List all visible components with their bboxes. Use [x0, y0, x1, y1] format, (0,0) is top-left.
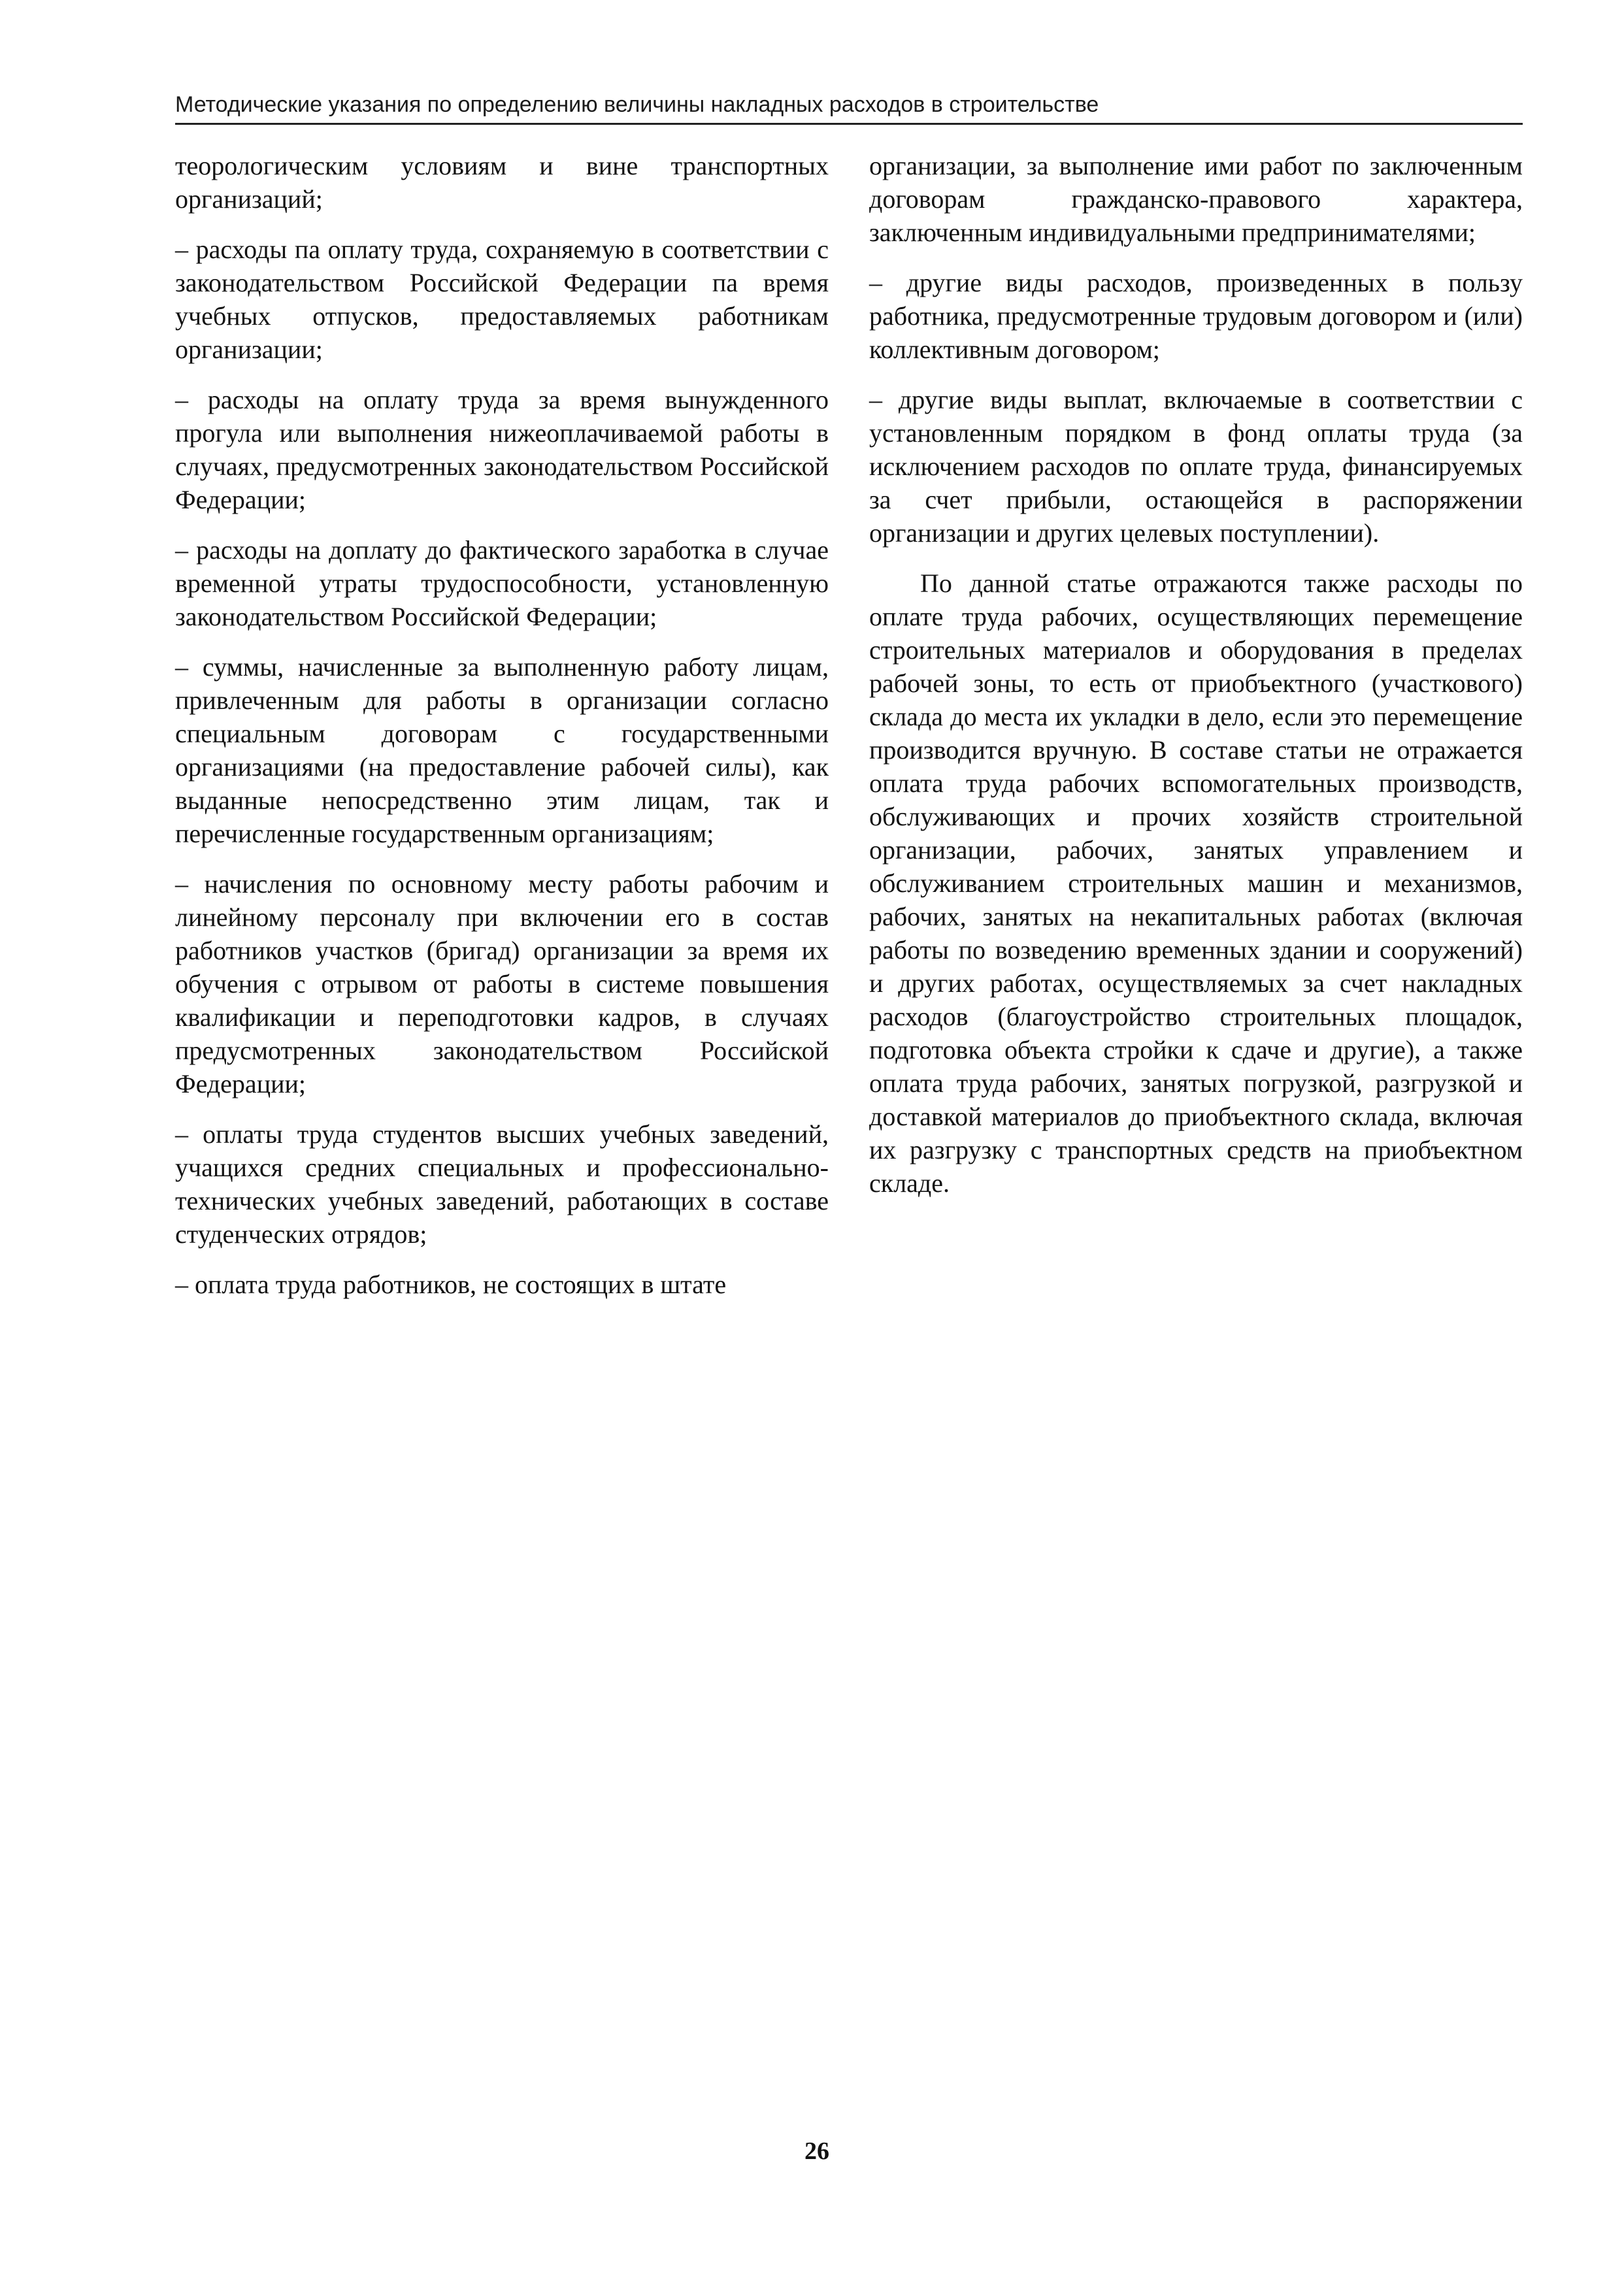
left-paragraph-1: теорологическим условиям и вине транспортных организаций;	[175, 151, 829, 214]
left-paragraph-8: – оплата труда работников, не состоящих в штате	[175, 1270, 727, 1299]
header-rule	[175, 123, 1523, 125]
running-header: Методические указания по определению величины накладных расходов в строительстве	[175, 92, 1099, 117]
left-paragraph-2: – расходы па оплату труда, сохраняемую в соответствии с законодательством Российской Федерации па время учебных отпусков, предоставляемых работникам организации;	[175, 235, 829, 364]
right-paragraph-4: По данной статье отражаются также расходы по оплате труда рабочих, осуществляющих перемещение строительных материалов и оборудования в пределах рабочей зоны, то есть от приобъектного (участкового) склада до места их укладки в дело, если это перемещение производится вручную. В составе статьи не отражается оплата труда рабочих вспомогательных производств, обслуживающих и прочих хозяйств строительной организации, рабочих, занятых управлением и обслуживанием строительных машин и механизмов, рабочих, занятых на некапитальных работах (включая работы по возведению временных здании и сооружений) и других работах, осуществляемых за счет накладных расходов (благоустройство строительных площадок, подготовка объекта стройки к сдаче и другие), а также оплата труда рабочих, занятых погрузкой, разгрузкой и доставкой материалов до приобъектного склада, включая их разгрузку с транспортных средств на приобъектном складе.	[869, 569, 1523, 1198]
right-column	[869, 149, 1523, 1217]
left-paragraph-7: – оплаты труда студентов высших учебных заведений, учащихся средних специальных и профессионально-технических учебных заведений, работающих в составе студенческих отрядов;	[175, 1119, 829, 1249]
left-paragraph-5: – суммы, начисленные за выполненную работу лицам, привлеченным для работы в организации согласно специальным договорам с государственными организациями (на предоставление рабочей силы), как выданные непосредственно этим лицам, так и перечисленные государственным организациям;	[175, 652, 829, 848]
left-paragraph-3: – расходы на оплату труда за время вынужденного прогула или выполнения нижеоплачиваемой работы в случаях, предусмотренных законодательством Российской Федерации;	[175, 385, 829, 514]
page-number: 26	[804, 2137, 829, 2165]
left-paragraph-4: – расходы на доплату до фактического заработка в случае временной утраты трудоспособности, установленную законодательством Российской Федерации;	[175, 535, 829, 631]
right-paragraph-1: организации, за выполнение ими работ по заключенным договорам гражданско-правового характера, заключенным индивидуальными предпринимателями;	[869, 151, 1523, 247]
right-paragraph-2: – другие виды расходов, произведенных в пользу работника, предусмотренные трудовым договором и (или) коллективным договором;	[869, 268, 1523, 364]
left-paragraph-6: – начисления по основному месту работы рабочим и линейному персоналу при включении его в состав работников участков (бригад) организации за время их обучения с отрывом от работы в системе повышения квалификации и переподготовки кадров, в случаях предусмотренных законодательством Российской Федерации;	[175, 869, 829, 1098]
left-column	[175, 149, 829, 1318]
right-paragraph-3: – другие виды выплат, включаемые в соответствии с установленным порядком в фонд оплаты труда (за исключением расходов по оплате труда, финансируемых за счет прибыли, остающейся в распоряжении организации и других целевых поступлении).	[869, 385, 1523, 548]
